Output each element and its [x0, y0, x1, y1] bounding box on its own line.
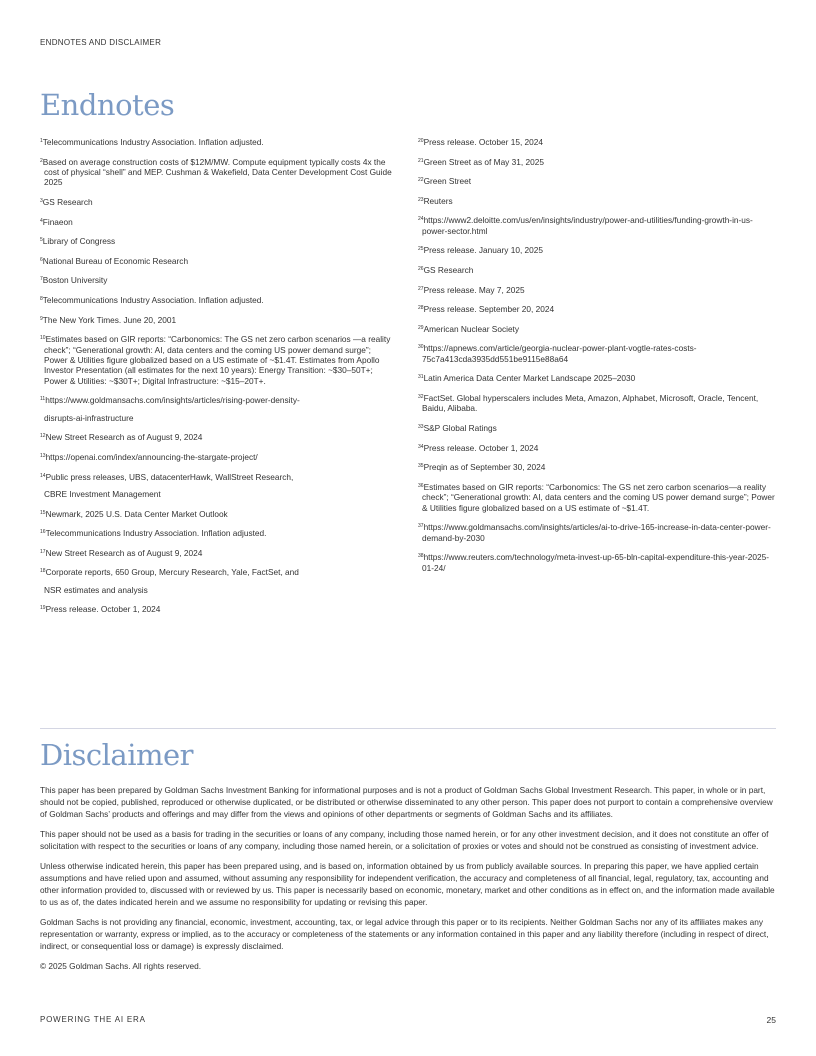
endnote-item: [40, 217, 392, 227]
endnote-number: 36: [418, 482, 424, 489]
endnote-item: [40, 548, 392, 558]
endnote-number: 32: [418, 393, 424, 400]
endnote-item: [418, 373, 778, 383]
endnote-number: 26: [418, 265, 424, 272]
endnote-text: Press release. October 1, 2024: [423, 442, 539, 453]
endnotes-title: Endnotes: [40, 88, 175, 122]
endnote-item: [40, 157, 392, 188]
endnote-item: [418, 285, 778, 295]
endnote-number: 20: [418, 138, 424, 144]
endnote-text: Telecommunications Industry Association. Inflation adjusted.: [45, 528, 267, 539]
endnote-number: 1: [40, 138, 43, 144]
endnote-item: [418, 482, 778, 513]
endnote-item: [418, 176, 778, 186]
endnote-item: [40, 528, 392, 538]
endnote-text: Finaeon: [42, 216, 73, 227]
endnote-number: 15: [40, 509, 46, 516]
endnote-item: [418, 157, 778, 167]
endnote-number: 4: [40, 217, 43, 224]
endnote-number: 10: [40, 335, 46, 342]
endnote-number: 19: [40, 605, 46, 612]
endnote-number: 25: [418, 246, 424, 253]
endnote-item: [40, 334, 392, 386]
endnote-number: 27: [418, 285, 424, 292]
endnotes-right-column: [418, 137, 778, 582]
endnote-text: https://www2.deloitte.com/us/en/insights/industry/power-and-utilities/funding-growth-in-us-power-sector.html: [422, 215, 753, 236]
endnote-text: National Bureau of Economic Research: [42, 255, 189, 266]
endnote-text: GS Research: [423, 264, 474, 275]
endnote-number: 38: [418, 553, 424, 560]
endnote-number: 30: [418, 344, 424, 351]
endnote-text: American Nuclear Society: [423, 323, 520, 334]
page-number: 25: [766, 1015, 776, 1025]
endnote-text: New Street Research as of August 9, 2024: [45, 547, 203, 558]
endnote-item: [40, 509, 392, 519]
endnote-item: [418, 393, 778, 414]
endnote-item: [40, 137, 392, 147]
endnote-item: [40, 604, 392, 614]
disclaimer-body: [40, 784, 776, 980]
section-divider: [40, 728, 776, 729]
endnote-text: Public press releases, UBS, datacenterHawk, WallStreet Research,: [45, 471, 294, 482]
endnote-item: [40, 295, 392, 305]
endnote-item: [418, 552, 778, 573]
endnote-text: https://www.reuters.com/technology/meta-invest-up-65-bln-capital-expenditure-this-year-2025-01-24/: [422, 552, 769, 573]
endnote-text: https://openai.com/index/announcing-the-stargate-project/: [45, 451, 258, 462]
endnote-item: [418, 324, 778, 334]
endnote-item: [40, 315, 392, 325]
endnote-text: Press release. May 7, 2025: [423, 284, 525, 295]
endnote-item: [418, 423, 778, 433]
endnote-text: Press release. September 20, 2024: [423, 304, 555, 315]
disclaimer-title: Disclaimer: [40, 738, 194, 772]
disclaimer-paragraph: Goldman Sachs is not providing any financial, economic, investment, accounting, tax, or legal advice through this paper or to its recipients. Neither Goldman Sachs nor any of its affiliates makes any representation or warranty, express or implied, as to the accuracy or completeness of the statements or any information contained in this paper and any liability therefore (including in respect of direct, indirect, or consequential loss or damage) is expressly disclaimed.: [40, 917, 769, 952]
endnote-text-continued: disrupts-ai-infrastructure: [44, 412, 134, 423]
endnote-number: 8: [40, 295, 43, 302]
disclaimer-paragraph: This paper should not be used as a basis for trading in the securities or loans of any company, including those named herein, or for any other investment decision, and it does not constitute an offer of solicitation with respect to the securities or loans of any company, including those named herein, or a solicitation of proxies or votes and should not be construed as consisting of investment advice.: [40, 829, 769, 852]
endnote-number: 3: [40, 198, 43, 204]
endnote-number: 29: [418, 324, 424, 331]
endnote-text: Green Street as of May 31, 2025: [423, 156, 544, 167]
endnote-text: Corporate reports, 650 Group, Mercury Research, Yale, FactSet, and: [45, 567, 299, 578]
endnote-number: 14: [40, 472, 46, 479]
copyright-notice: © 2025 Goldman Sachs. All rights reserved.: [40, 961, 202, 971]
endnote-text: Library of Congress: [42, 236, 116, 247]
endnote-text: Press release. October 1, 2024: [45, 604, 161, 615]
section-label: ENDNOTES AND DISCLAIMER: [40, 38, 162, 47]
endnote-text: Telecommunications Industry Association. Inflation adjusted.: [42, 137, 264, 147]
endnote-number: 16: [40, 529, 46, 536]
endnote-number: 22: [418, 177, 424, 184]
endnote-text: Newmark, 2025 U.S. Data Center Market Outlook: [45, 508, 228, 519]
endnote-item: [418, 462, 778, 472]
endnote-number: 18: [40, 568, 46, 575]
endnote-number: 9: [40, 315, 43, 322]
endnote-text: Estimates based on GIR reports: “Carbonomics: The GS net zero carbon scenarios—a reality check”; “Generational growth: AI, data centers and the coming US power demand surge”; Power & Utilities figure globalized based on a US estimate of ~$1.4T.: [422, 481, 775, 513]
disclaimer-paragraph: This paper has been prepared by Goldman Sachs Investment Banking for informational purposes and is not a product of Goldman Sachs Global Investment Research. This paper, in whole or in part, should not be copied, published, reproduced or otherwise duplicated, or be distributed or otherwise disseminated to any other person. This paper does not purport to contain a comprehensive overview of Goldman Sachs’ products and offerings and may differ from the views and opinions of other departments or segments of Goldman Sachs and its affiliates.: [40, 785, 773, 820]
endnote-number: 2: [40, 157, 43, 164]
endnote-item: [418, 196, 778, 206]
endnote-number: 7: [40, 276, 43, 283]
endnote-item: [418, 522, 778, 543]
footer-report-title: POWERING THE AI ERA: [40, 1015, 146, 1024]
endnote-text: FactSet. Global hyperscalers includes Meta, Amazon, Alphabet, Microsoft, Oracle, Tencent, Baidu, Alibaba.: [422, 392, 759, 414]
endnote-number: 37: [418, 523, 424, 530]
endnote-text: https://apnews.com/article/georgia-nuclear-power-plant-vogtle-rates-costs-75c7a413cda3935dd551be9115e88a64: [422, 343, 697, 364]
endnote-number: 35: [418, 463, 424, 470]
endnote-item: [40, 472, 392, 500]
endnote-number: 17: [40, 548, 46, 555]
endnote-number: 21: [418, 157, 424, 164]
endnote-text: Latin America Data Center Market Landscape 2025–2030: [423, 373, 636, 384]
endnote-item: [418, 137, 778, 147]
disclaimer-paragraph: Unless otherwise indicated herein, this paper has been prepared using, and is based on, information obtained by us from publicly available sources. In preparing this paper, we have applied certain assumptions and have relied upon and assumed, without assuming any responsibility for independent verification, the accuracy and completeness of all financial, legal, regulatory, tax, accounting and other information provided to, discussed with or reviewed by us. This paper is necessarily based on economic, monetary, market and other conditions as in effect on, and the information made available to us as of, the dates indicated herein and we assume no responsibility for updating or revising this paper.: [40, 860, 775, 908]
endnote-number: 28: [418, 305, 424, 312]
endnote-text-continued: NSR estimates and analysis: [44, 584, 148, 595]
endnote-text: https://www.goldmansachs.com/insights/articles/ai-to-drive-165-increase-in-data-center-power-demand-by-2030: [422, 522, 771, 543]
endnote-item: [40, 567, 392, 595]
endnote-item: [40, 197, 392, 207]
endnote-item: [40, 236, 392, 246]
endnote-number: 24: [418, 216, 424, 223]
endnote-number: 34: [418, 443, 424, 450]
endnote-item: [418, 343, 778, 364]
endnote-text: https://www.goldmansachs.com/insights/articles/rising-power-density-: [45, 395, 300, 406]
endnote-text: Reuters: [423, 195, 453, 206]
endnote-text: S&P Global Ratings: [423, 422, 497, 433]
endnote-item: [418, 245, 778, 255]
endnote-text: GS Research: [42, 197, 93, 207]
endnote-text: Based on average construction costs of $12M/MW. Compute equipment typically costs 4x the cost of physical “shell” and MEP. Cushman & Wakefield, Data Center Development Cost Guide 2025: [42, 156, 392, 188]
endnote-number: 33: [418, 423, 424, 430]
endnote-text: Press release. January 10, 2025: [423, 245, 544, 256]
endnote-text: Estimates based on GIR reports: “Carbonomics: The GS net zero carbon scenarios —a reality check”; “Generational growth: AI, data centers and the coming US power demand surge”; Power & Utilities figure globalized based on a US estimate of ~$1.4T. Estimates from Apollo Investor Presentation (all estimates for the next 10 years): Energy Transition: ~$30–50T+; Power & Utilities: ~$30T+; Digital Infrastructure: ~$15–20T+.: [44, 334, 391, 386]
endnote-text: Press release. October 15, 2024: [423, 137, 544, 147]
endnote-item: [418, 304, 778, 314]
endnote-number: 11: [40, 396, 46, 403]
endnote-number: 13: [40, 452, 46, 459]
endnote-item: [40, 395, 392, 423]
endnote-item: [418, 443, 778, 453]
endnote-item: [40, 452, 392, 462]
endnote-text: The New York Times. June 20, 2001: [42, 314, 177, 325]
endnote-number: 31: [418, 374, 424, 381]
endnote-text: Boston University: [42, 275, 108, 286]
endnotes-left-column: [40, 137, 392, 624]
endnote-text: Preqin as of September 30, 2024: [423, 462, 546, 473]
endnote-number: 23: [418, 196, 424, 203]
endnote-number: 6: [40, 256, 43, 263]
endnote-item: [418, 215, 778, 236]
endnote-text: Green Street: [423, 176, 472, 187]
endnote-text-continued: CBRE Investment Management: [44, 488, 161, 499]
endnote-text: New Street Research as of August 9, 2024: [45, 432, 203, 443]
endnote-item: [418, 265, 778, 275]
endnote-item: [40, 275, 392, 285]
endnote-item: [40, 432, 392, 442]
endnote-item: [40, 256, 392, 266]
endnote-number: 5: [40, 237, 43, 244]
endnote-number: 12: [40, 433, 46, 440]
endnote-text: Telecommunications Industry Association. Inflation adjusted.: [42, 294, 264, 305]
